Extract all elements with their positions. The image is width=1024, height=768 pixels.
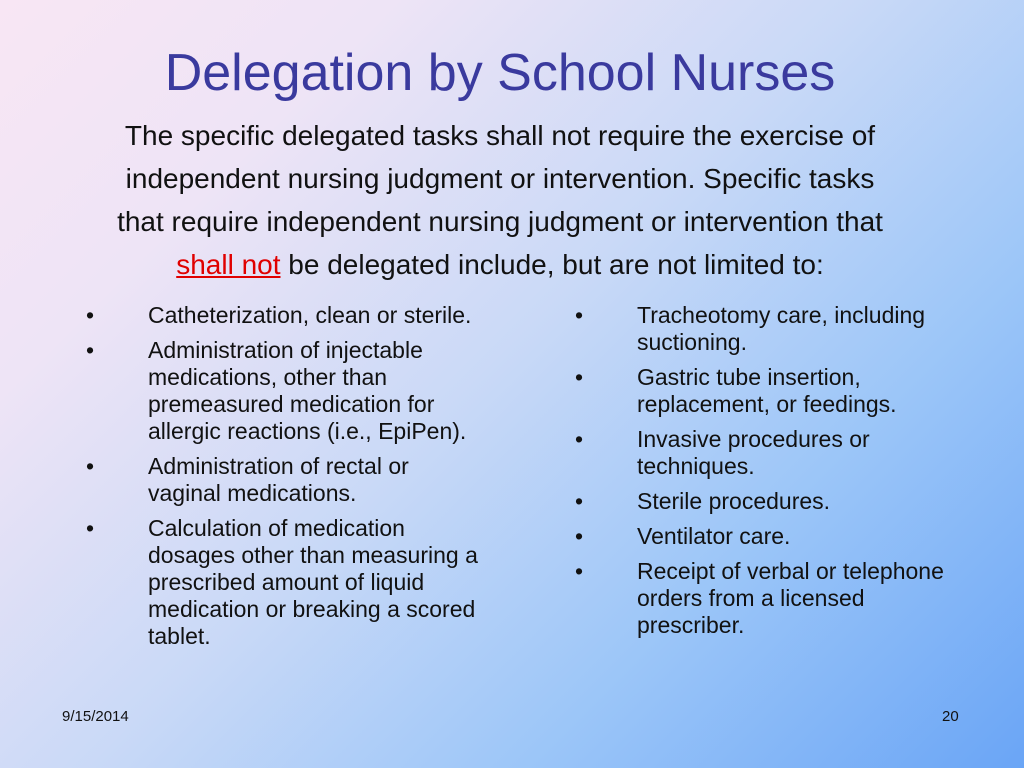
list-item-text: Administration of rectal or vaginal medications. <box>148 453 409 506</box>
list-item <box>575 302 975 356</box>
intro-line-2: independent nursing judgment or intervention. Specific tasks <box>125 163 875 194</box>
left-bullet-list <box>86 302 486 658</box>
list-item-text: Catheterization, clean or sterile. <box>148 302 472 328</box>
bullet-icon: • <box>575 523 584 549</box>
bullet-icon: • <box>575 558 584 584</box>
bullet-icon: • <box>86 302 95 328</box>
list-item-text: Invasive procedures or techniques. <box>637 426 870 479</box>
list-item-text: Tracheotomy care, including suctioning. <box>637 302 926 355</box>
bullet-icon: • <box>575 488 584 514</box>
shall-not-emphasis: shall not <box>176 249 281 280</box>
bullet-icon: • <box>86 515 95 541</box>
list-item <box>575 488 975 515</box>
bullet-icon: • <box>575 426 584 452</box>
right-bullet-list <box>575 302 975 647</box>
slide-page-number: 20 <box>942 708 959 725</box>
intro-line-3: that require independent nursing judgment or intervention that <box>117 206 883 237</box>
list-item <box>575 558 975 639</box>
bullet-icon: • <box>575 364 584 390</box>
list-item-text: Calculation of medication dosages other than measuring a prescribed amount of liquid medication or breaking a scored tablet. <box>148 515 478 649</box>
bullet-icon: • <box>575 302 584 328</box>
list-item <box>86 453 486 507</box>
list-item-text: Ventilator care. <box>637 523 791 549</box>
list-item <box>575 364 975 418</box>
intro-line-1: The specific delegated tasks shall not require the exercise of <box>124 120 876 151</box>
list-item-text: Receipt of verbal or telephone orders from a licensed prescriber. <box>637 558 944 638</box>
list-item <box>86 302 486 329</box>
intro-line-4-rest: be delegated include, but are not limited to: <box>280 249 824 280</box>
list-item <box>86 337 486 445</box>
intro-line-4 <box>0 243 1000 286</box>
bullet-icon: • <box>86 337 95 363</box>
footer-date: 9/15/2014 <box>62 708 129 725</box>
intro-paragraph <box>0 114 1000 286</box>
bullet-icon: • <box>86 453 95 479</box>
list-item-text: Gastric tube insertion, replacement, or feedings. <box>637 364 897 417</box>
list-item-text: Sterile procedures. <box>637 488 831 514</box>
slide-title: Delegation by School Nurses <box>164 44 836 102</box>
list-item-text: Administration of injectable medications, other than premeasured medication for allergic reactions (i.e., EpiPen). <box>148 337 467 444</box>
list-item <box>86 515 486 650</box>
list-item <box>575 426 975 480</box>
list-item <box>575 523 975 550</box>
